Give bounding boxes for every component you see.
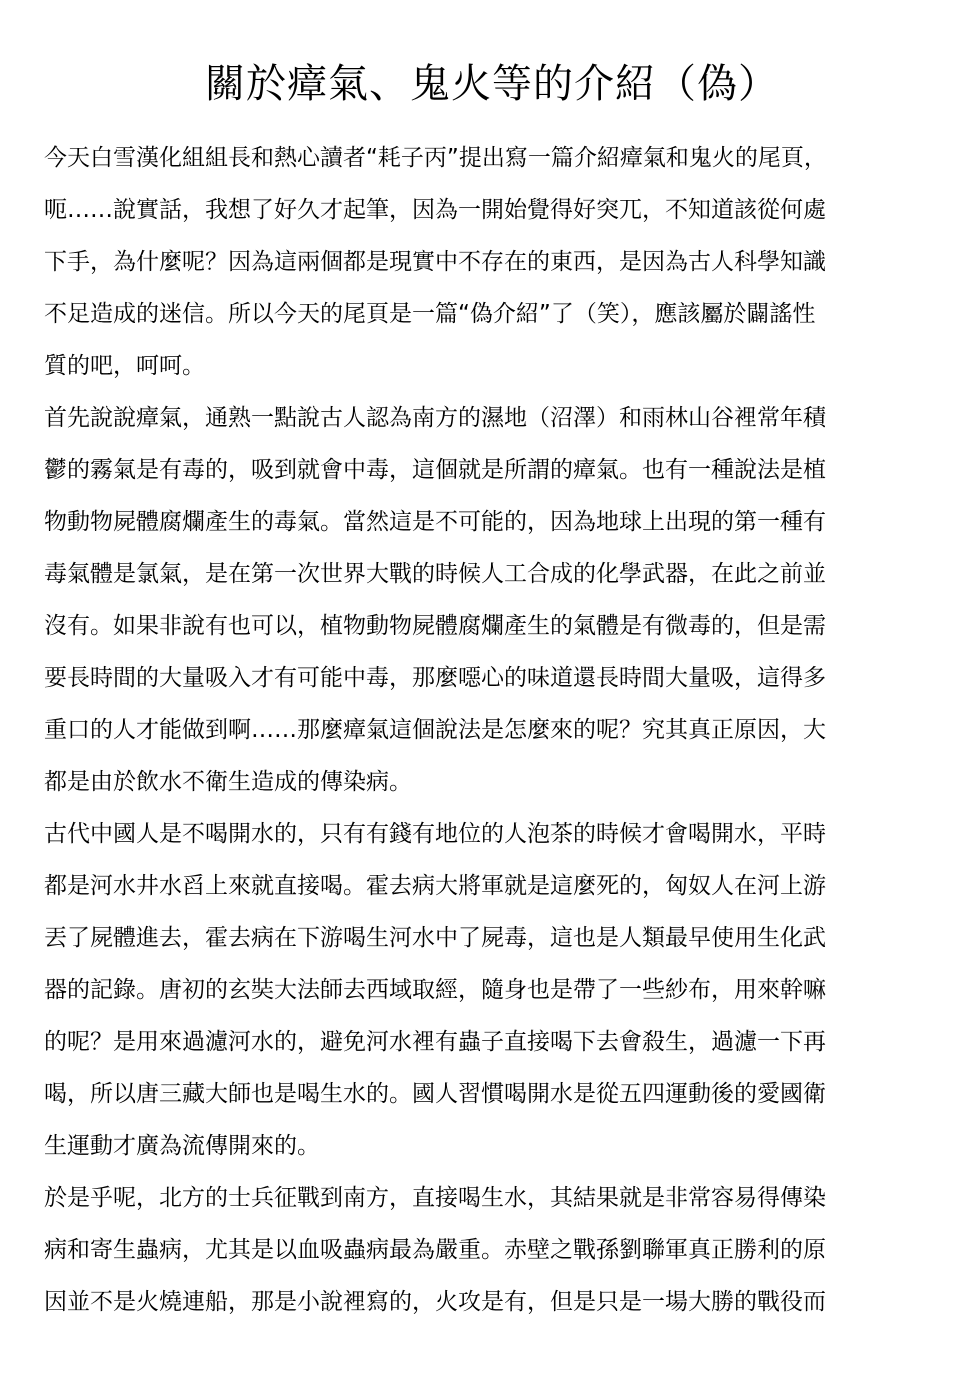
text-line: 呃……說實話，我想了好久才起筆，因為一開始覺得好突兀，不知道該從何處 — [44, 197, 826, 223]
text-line: 都是河水井水舀上來就直接喝。霍去病大將軍就是這麼死的，匈奴人在河上游 — [44, 873, 826, 899]
text-line: 下手，為什麼呢？因為這兩個都是現實中不存在的東西，是因為古人科學知識 — [44, 249, 826, 275]
text-line: 今天白雪漢化組組長和熱心讀者“耗子丙”提出寫一篇介紹瘴氣和鬼火的尾頁， — [44, 145, 827, 171]
text-line: 鬱的霧氣是有毒的，吸到就會中毒，這個就是所謂的瘴氣。也有一種說法是植 — [44, 457, 826, 483]
text-line: 古代中國人是不喝開水的，只有有錢有地位的人泡茶的時候才會喝開水，平時 — [44, 821, 826, 847]
text-line: 病和寄生蟲病，尤其是以血吸蟲病最為嚴重。赤壁之戰孫劉聯軍真正勝利的原 — [44, 1237, 826, 1263]
text-line: 不足造成的迷信。所以今天的尾頁是一篇“偽介紹”了（笑），應該屬於闢謠性 — [44, 301, 816, 327]
paragraph-southern-campaign — [44, 1172, 940, 1328]
text-line: 喝，所以唐三藏大師也是喝生水的。國人習慣喝開水是從五四運動後的愛國衛 — [44, 1081, 826, 1107]
text-line: 於是乎呢，北方的士兵征戰到南方，直接喝生水，其結果就是非常容易得傳染 — [44, 1185, 826, 1211]
text-line: 生運動才廣為流傳開來的。 — [44, 1133, 320, 1159]
text-line: 首先說說瘴氣，通熟一點說古人認為南方的濕地（沼澤）和雨林山谷裡常年積 — [44, 405, 826, 431]
text-line: 器的記錄。唐初的玄奘大法師去西域取經，隨身也是帶了一些紗布，用來幹嘛 — [44, 977, 826, 1003]
text-line: 要長時間的大量吸入才有可能中毒，那麼噁心的味道還長時間大量吸，這得多 — [44, 665, 826, 691]
text-line: 沒有。如果非說有也可以，植物動物屍體腐爛產生的氣體是有微毒的，但是需 — [44, 613, 826, 639]
paragraph-drinking-water — [44, 808, 940, 1172]
text-line: 質的吧，呵呵。 — [44, 353, 205, 379]
text-line: 丟了屍體進去，霍去病在下游喝生河水中了屍毒，這也是人類最早使用生化武 — [44, 925, 826, 951]
paragraph-intro — [44, 132, 940, 392]
text-line: 重口的人才能做到啊……那麼瘴氣這個說法是怎麼來的呢？究其真正原因，大 — [44, 717, 826, 743]
paragraph-miasma — [44, 392, 940, 808]
text-line: 毒氣體是氯氣，是在第一次世界大戰的時候人工合成的化學武器，在此之前並 — [44, 561, 826, 587]
text-line: 都是由於飲水不衛生造成的傳染病。 — [44, 769, 412, 795]
text-line: 的呢？是用來過濾河水的，避免河水裡有蟲子直接喝下去會殺生，過濾一下再 — [44, 1029, 826, 1055]
text-line: 因並不是火燒連船，那是小說裡寫的，火攻是有，但是只是一場大勝的戰役而 — [44, 1289, 826, 1315]
document-title: 關於瘴氣、鬼火等的介紹（偽） — [205, 61, 779, 107]
text-line: 物動物屍體腐爛產生的毒氣。當然這是不可能的，因為地球上出現的第一種有 — [44, 509, 826, 535]
